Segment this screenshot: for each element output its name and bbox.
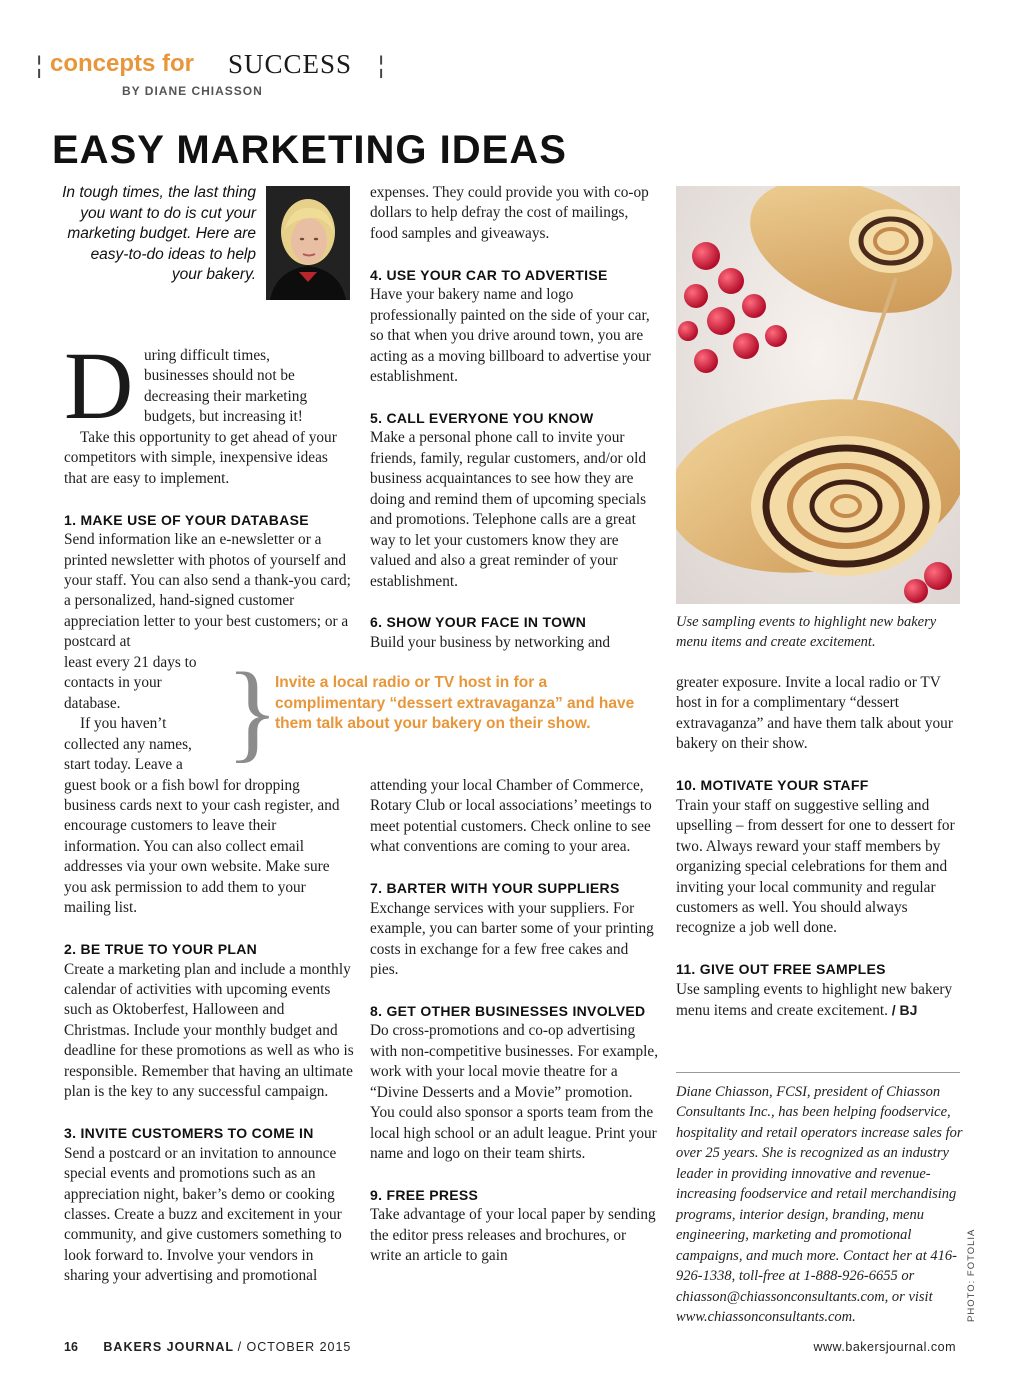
column-2-top (370, 183, 660, 653)
intro-line: decreasing their marketing (144, 387, 308, 405)
article-deck: In tough times, the last thing you want to do is cut your marketing budget. Here are easy-to-do ideas to help your bakery. (62, 184, 256, 283)
section-body-6-cont: attending your local Chamber of Commerce, Rotary Club or local associations’ meetings to meet potential customers. Check online to see what conventions are coming to your area. (370, 777, 652, 856)
intro-line: budgets, but increasing it! (144, 408, 303, 426)
section-heading-4: 4. USE YOUR CAR TO ADVERTISE (370, 266, 608, 283)
section-body-6: Build your business by networking and (370, 633, 611, 651)
section-heading-6: 6. SHOW YOUR FACE IN TOWN (370, 614, 587, 631)
section-body-11-text: Use sampling events to highlight new bakery menu items and create excitement. (676, 980, 953, 1020)
byline: BY DIANE CHIASSON (122, 84, 263, 98)
author-portrait-graphic (266, 186, 350, 300)
pull-quote: Invite a local radio or TV host in for a complimentary “dessert extravaganza” and have them talk about your bakery on their show. (275, 674, 635, 732)
drop-cap: D (64, 332, 134, 439)
section-heading-9: 9. FREE PRESS (370, 1187, 479, 1204)
crepe-rolls-illustration (676, 186, 960, 604)
column-2-bottom (370, 776, 660, 1267)
bio-divider (676, 1072, 960, 1073)
section-heading-2: 2. BE TRUE TO YOUR PLAN (64, 941, 258, 958)
article-headline: EASY MARKETING IDEAS (52, 128, 567, 172)
section-body-3-cont: expenses. They could provide you with co-op dollars to help defray the cost of mailings, food samples and giveaways. (370, 184, 649, 242)
pull-quote-brace: } (226, 650, 279, 772)
section-body-1-cont: guest book or a fish bowl for dropping business cards next to your cash register, and encourage customers to leave their information. You can also collect email addresses via your own website. Make sure you ask permission to add them to your mailing list. (64, 776, 340, 917)
section-body-1-narrow: If you haven’t (80, 715, 167, 733)
header-bar-right: ¦ (378, 52, 385, 79)
section-body-9: Take advantage of your local paper by sending the editor press releases and brochures, or write an article to gain (370, 1206, 656, 1265)
column-name-success: SUCCESS (228, 49, 353, 79)
photo-caption: Use sampling events to highlight new bakery menu items and create excitement. (676, 614, 937, 651)
section-body-1-narrow: start today. Leave a (64, 756, 183, 774)
section-heading-7: 7. BARTER WITH YOUR SUPPLIERS (370, 880, 620, 897)
section-body-11 (676, 980, 964, 1022)
section-body-4: Have your bakery name and logo professionally painted on the side of your car, so that when you drive around town, you are acting as a moving billboard to advertise your establishment. (370, 286, 651, 386)
section-heading-8: 8. GET OTHER BUSINESSES INVOLVED (370, 1002, 646, 1019)
column-3 (676, 673, 964, 1022)
section-body-9-cont: greater exposure. Invite a local radio or TV host in for a complimentary “dessert extravaganza” and have them talk about your bakery on their show. (676, 674, 953, 753)
intro-paragraph: Take this opportunity to get ahead of your competitors with simple, inexpensive ideas that are easy to implement. (64, 428, 337, 487)
section-body-1-narrow: contacts in your (64, 674, 162, 692)
section-body-3: Send a postcard or an invitation to announce special events and promotions such as an appreciation night, baker’s demo or cooking classes. Create a buzz and excitement in your community, and give customers something to look forward to. Involve your vendors in sharing your advertising and promotional (64, 1144, 342, 1285)
issue-date: / OCTOBER 2015 (237, 1340, 352, 1354)
author-bio: Diane Chiasson, FCSI, president of Chiasson Consultants Inc., has been helping foodservice, hospitality and retail operators increase sales for over 25 years. She is recognized as an industry leader in providing innovative and revenue-increasing foodservice and retail merchandising programs, interior design, branding, menu engineering, marketing and promotional campaigns, and much more. Contact her at 416-926-1338, toll-free at 1-888-926-6655 or chiasson@chiassonconsultants.com, or visit www.chiassonconsultants.com. (676, 1084, 963, 1325)
section-heading-5: 5. CALL EVERYONE YOU KNOW (370, 409, 594, 426)
section-body-2: Create a marketing plan and include a monthly calendar of activities with upcoming events such as Oktoberfest, Halloween and Christmas. Include your monthly budget and deadline for these promotions as well as who is responsible. Remember that having an ultimate plan is the key to any successful campaign. (64, 960, 354, 1101)
section-body-1-narrow: database. (64, 694, 121, 712)
intro-line: businesses should not be (144, 367, 295, 385)
section-heading-11: 11. GIVE OUT FREE SAMPLES (676, 961, 886, 978)
section-body-1: Send information like an e-newsletter or a printed newsletter with photos of yourself and your staff. You can also send a thank-you card; a personalized, hand-signed customer appreciation letter to your best customers; or a postcard at (64, 531, 351, 651)
section-body-5: Make a personal phone call to invite your friends, family, regular customers, and/or old business acquaintances to see how they are doing and remind them of upcoming specials and promotions. Telephone calls are a great way to let your customers know they are valued and also a great reminder of your establishment. (370, 429, 647, 590)
intro-line: uring difficult times, (144, 347, 270, 364)
author-portrait (266, 186, 350, 300)
section-body-10: Train your staff on suggestive selling and upselling – from dessert for one to dessert for two. Always reward your staff members by organizing special celebrations for them and inviting your local community and regular customers as well. You should always recognize a job well done. (676, 796, 955, 937)
section-heading-10: 10. MOTIVATE YOUR STAFF (676, 777, 869, 794)
section-body-8: Do cross-promotions and co-op advertising with non-competitive businesses. For example, work with your local movie theatre for a “Divine Desserts and a Movie” promotion. You could also sponsor a sports team from the local high school or an adult league. Print your name and logo on their team shirts. (370, 1022, 659, 1163)
dessert-photo (676, 186, 960, 604)
footer-website: www.bakersjournal.com (813, 1340, 956, 1354)
page-number: 16 (64, 1340, 78, 1354)
section-body-1-narrow: least every 21 days to (64, 653, 197, 671)
footer-left (64, 1340, 351, 1354)
photo-credit: PHOTO: FOTOLIA (966, 1228, 977, 1322)
section-heading-1: 1. MAKE USE OF YOUR DATABASE (64, 511, 309, 528)
section-body-7: Exchange services with your suppliers. For example, you can barter some of your printing costs in exchange for a few free cakes and pies. (370, 899, 654, 979)
column-name-concepts: concepts for (50, 50, 195, 77)
section-body-1-narrow: collected any names, (64, 735, 192, 753)
section-heading-3: 3. INVITE CUSTOMERS TO COME IN (64, 1125, 314, 1142)
publication-name: BAKERS JOURNAL (103, 1340, 235, 1354)
header-bar-left: ¦ (36, 52, 43, 79)
signoff: / BJ (891, 1002, 918, 1019)
